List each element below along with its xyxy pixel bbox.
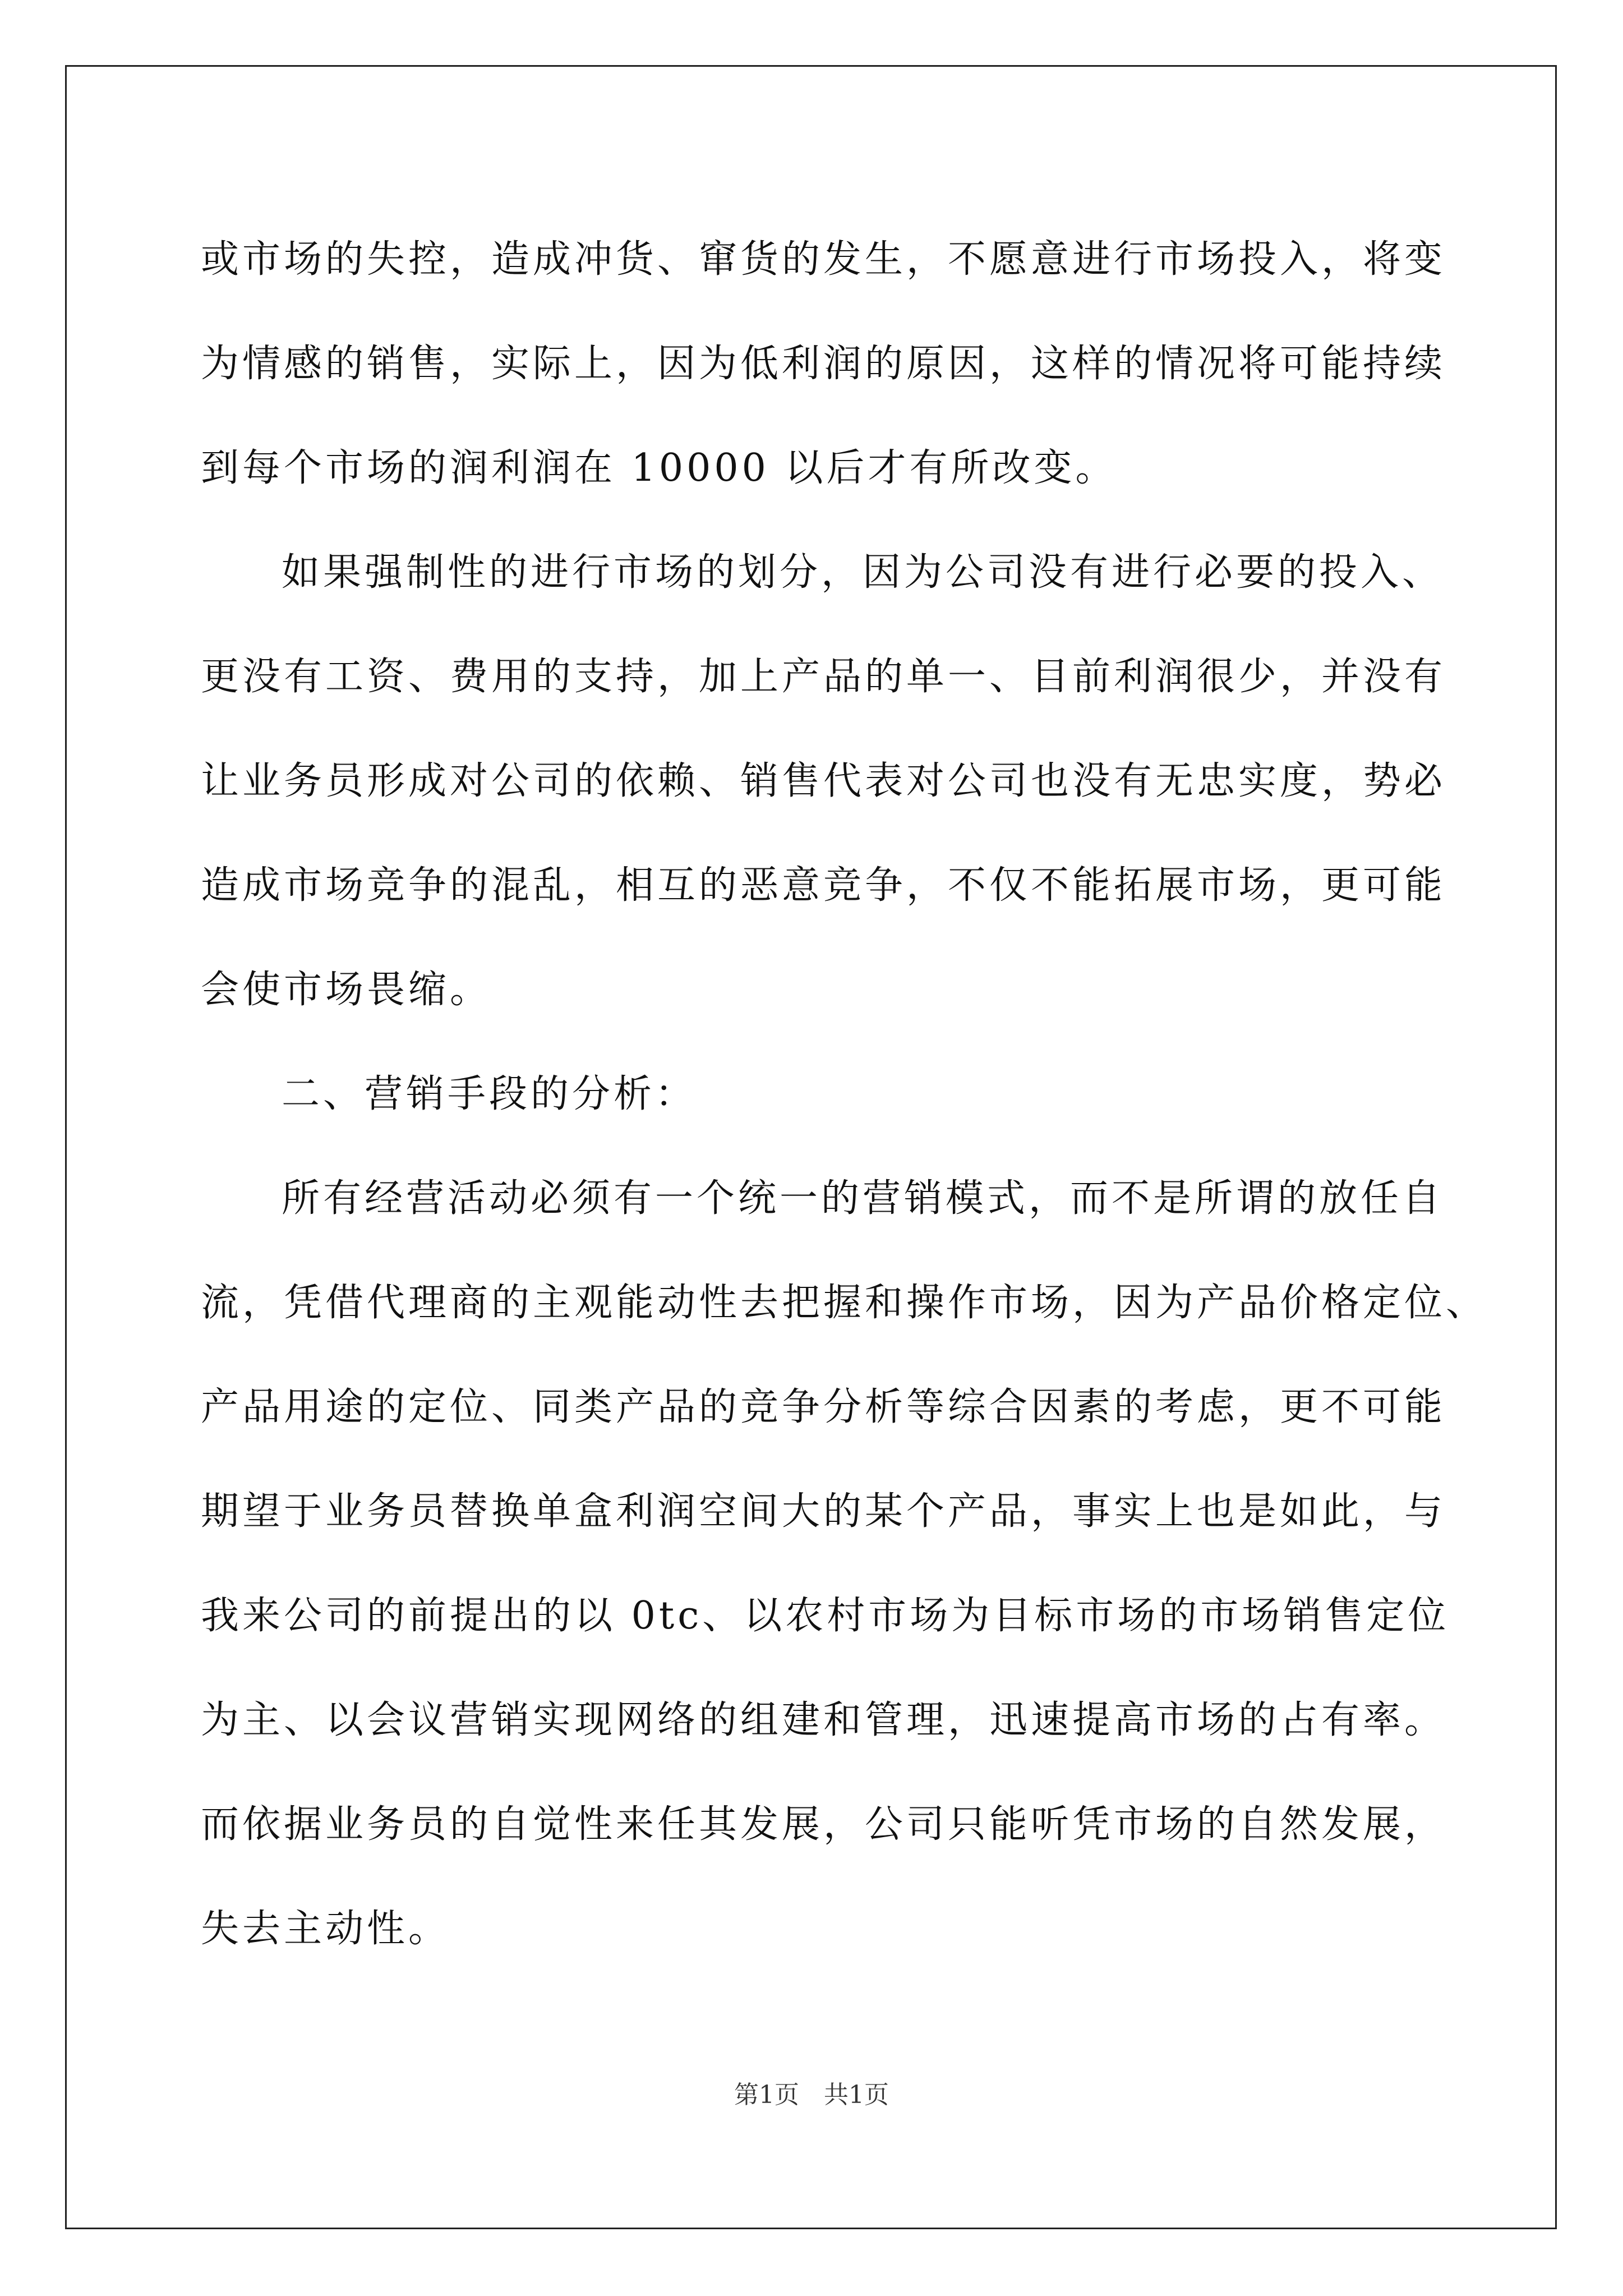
- page-number: 第1页: [734, 2081, 799, 2109]
- text-line: 会使市场畏缩。: [201, 968, 492, 1012]
- text-line: 让业务员形成对公司的依赖、销售代表对公司也没有无忠实度，势必: [201, 759, 1446, 803]
- text-line: 更没有工资、费用的支持，加上产品的单一、目前利润很少，并没有: [201, 655, 1446, 699]
- section-heading: 二、营销手段的分析：: [282, 1072, 697, 1116]
- text-line: 或市场的失控，造成冲货、窜货的发生，不愿意进行市场投入，将变: [201, 237, 1446, 282]
- page-total: 共1页: [824, 2081, 889, 2109]
- text-line: 造成市场竞争的混乱，相互的恶意竞争，不仅不能拓展市场，更可能: [201, 863, 1446, 908]
- text-line: 产品用途的定位、同类产品的竞争分析等综合因素的考虑，更不可能: [201, 1385, 1446, 1429]
- text-line: 到每个市场的润利润在 10000 以后才有所改变。: [201, 446, 1117, 490]
- text-line: 为主、以会议营销实现网络的组建和管理，迅速提高市场的占有率。: [201, 1698, 1446, 1742]
- page-footer: [0, 2078, 1623, 2112]
- text-line: 我来公司的前提出的以 0tc、以农村市场为目标市场的市场销售定位: [201, 1594, 1450, 1638]
- text-line: 流，凭借代理商的主观能动性去把握和操作市场，因为产品价格定位、: [201, 1281, 1488, 1325]
- paragraph-first-line: 所有经营活动必须有一个统一的营销模式，而不是所谓的放任自: [282, 1176, 1444, 1221]
- text-line: 期望于业务员替换单盒利润空间大的某个产品，事实上也是如此，与: [201, 1489, 1446, 1534]
- document-body: [201, 208, 1488, 1981]
- text-line: 为情感的销售，实际上，因为低利润的原因，这样的情况将可能持续: [201, 342, 1446, 386]
- paragraph-first-line: 如果强制性的进行市场的划分，因为公司没有进行必要的投入、: [282, 550, 1444, 595]
- text-line: 失去主动性。: [201, 1907, 450, 1951]
- text-line: 而依据业务员的自觉性来任其发展，公司只能听凭市场的自然发展，: [201, 1802, 1446, 1847]
